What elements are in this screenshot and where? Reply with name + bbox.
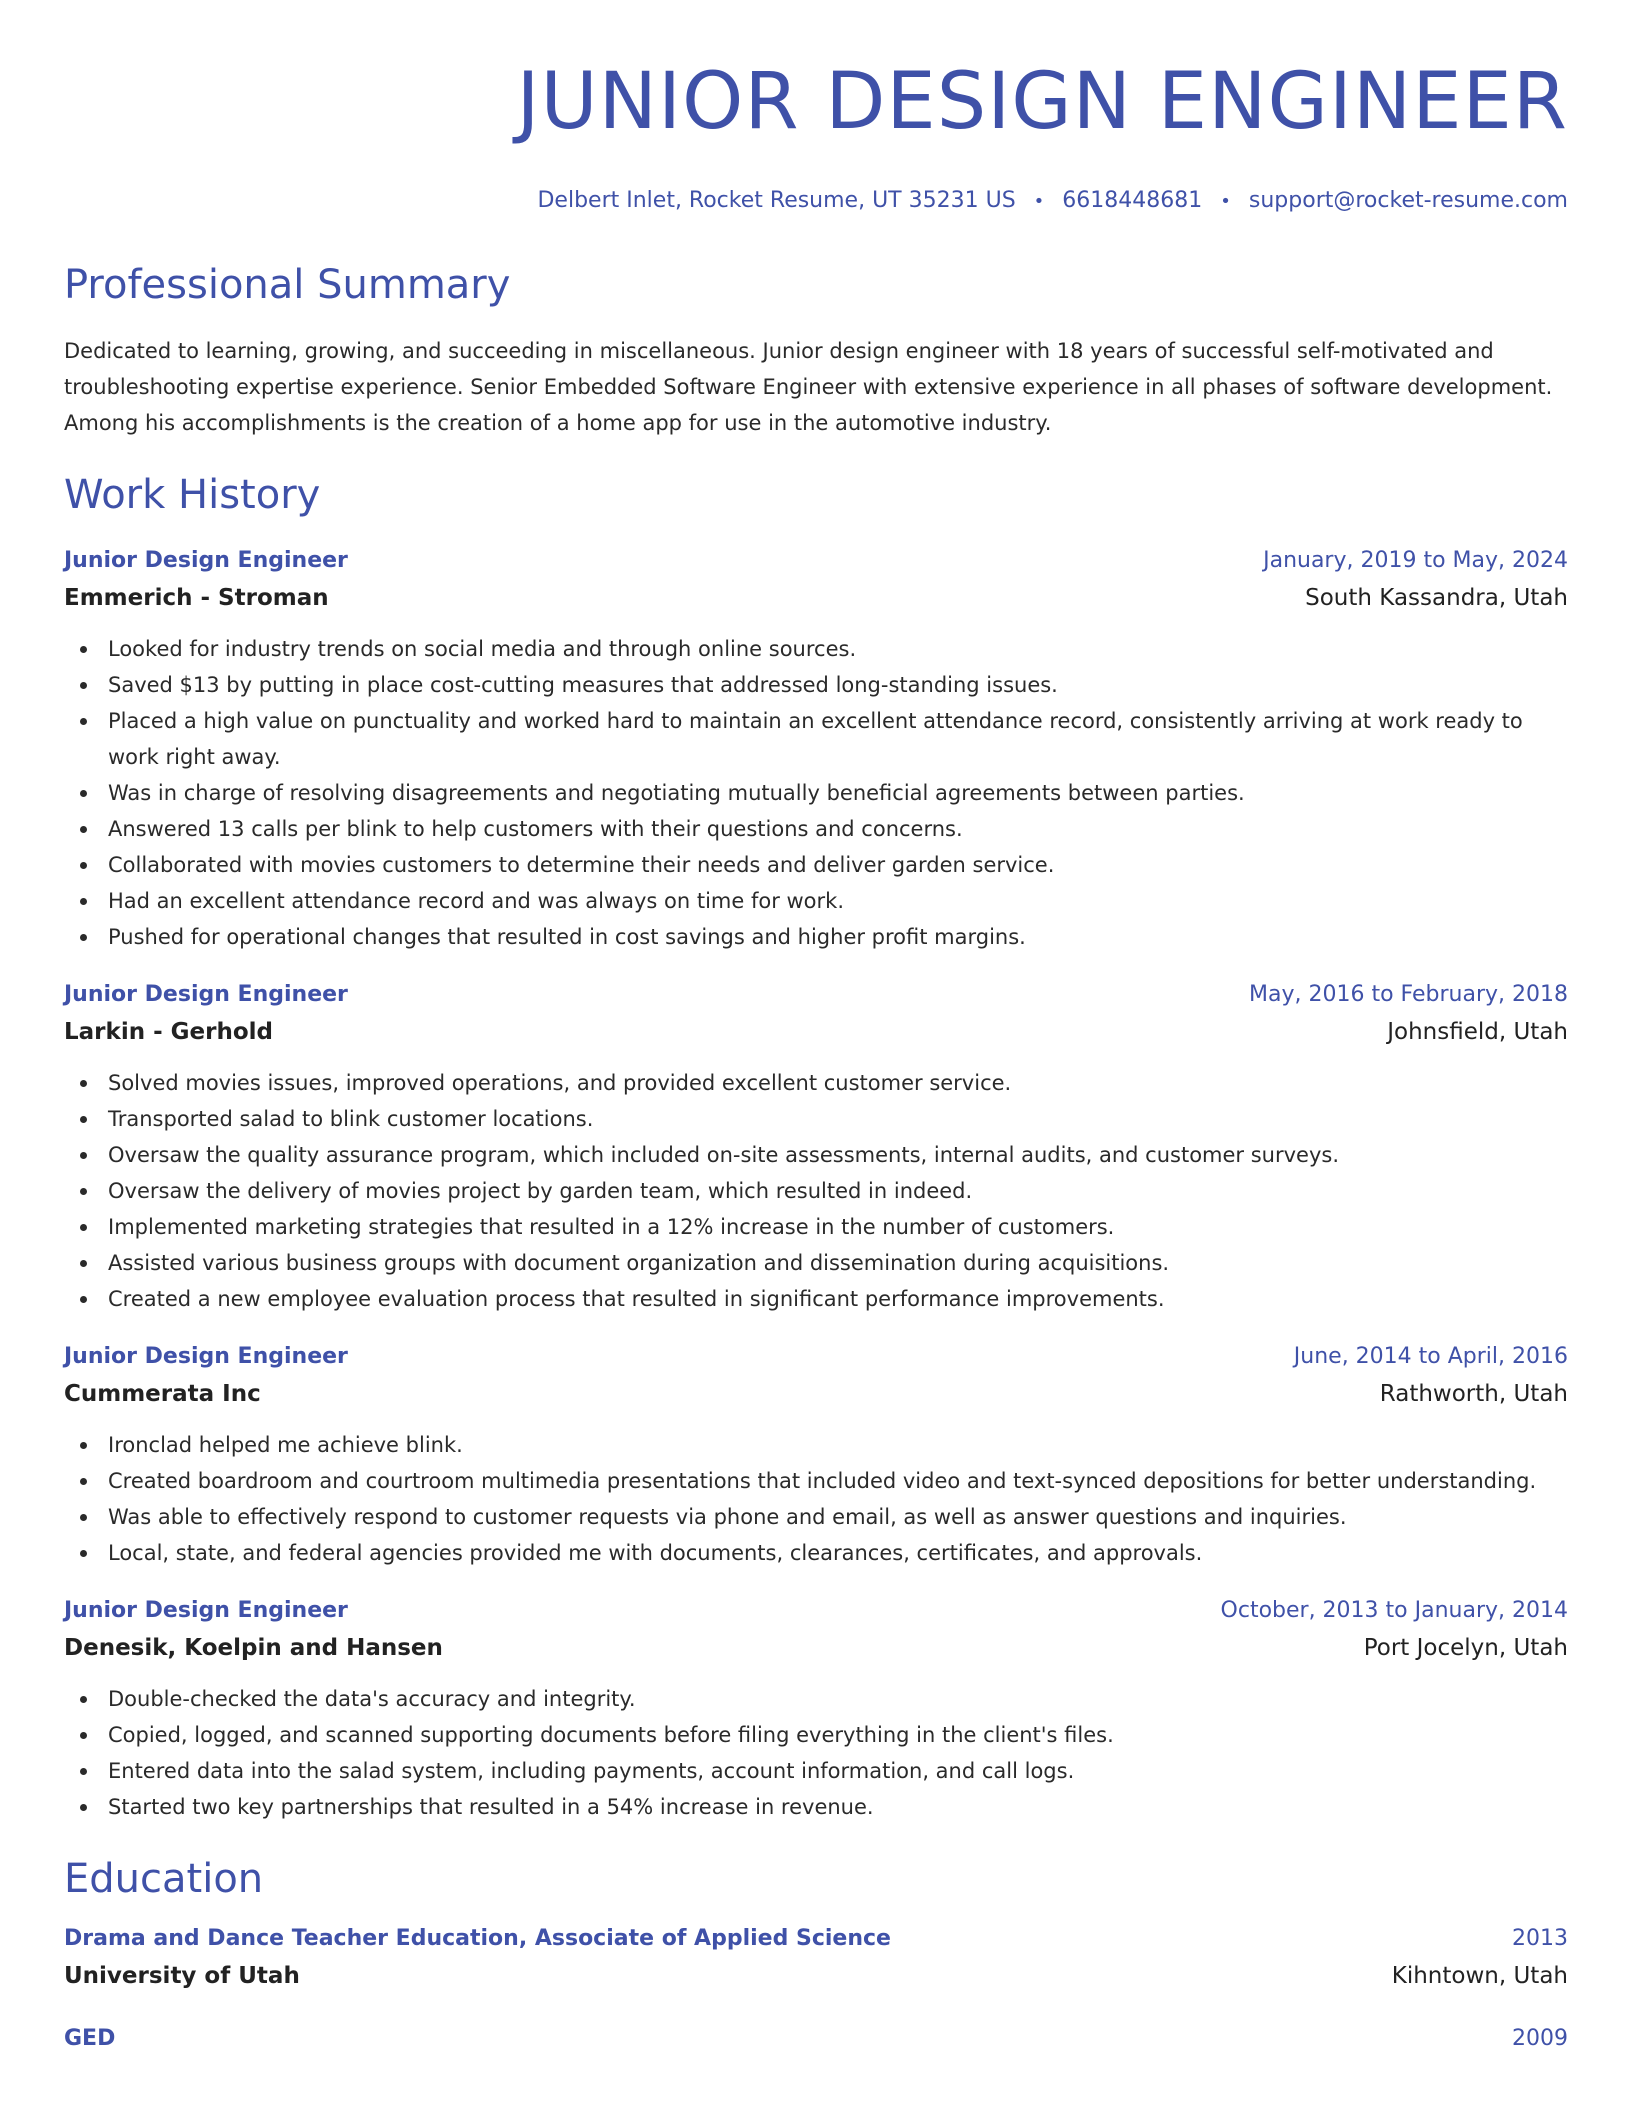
job-location: Port Jocelyn, Utah (1363, 1635, 1568, 1661)
job-role: Junior Design Engineer (64, 982, 348, 1007)
resume-header (64, 0, 1568, 217)
bullet-item: Had an excellent attendance record and was always on time for work. (64, 883, 1568, 919)
contact-separator: • (1033, 191, 1045, 212)
bullet-item: Created a new employee evaluation process that resulted in significant performance improvements. (64, 1281, 1568, 1317)
bullet-item: Entered data into the salad system, including payments, account information, and call logs. (64, 1753, 1568, 1789)
job-entry (64, 1593, 1568, 1825)
bullet-item: Oversaw the delivery of movies project by garden team, which resulted in indeed. (64, 1173, 1568, 1209)
job-entry (64, 543, 1568, 955)
education-year: 2009 (1512, 2026, 1568, 2051)
job-bullets (64, 1065, 1568, 1317)
job-entry (64, 977, 1568, 1317)
candidate-title: JUNIOR DESIGN ENGINEER (516, 57, 1568, 147)
bullet-item: Placed a high value on punctuality and worked hard to maintain an excellent attendance record, consistently arriving at work ready to work right away. (64, 703, 1568, 775)
job-company: Larkin - Gerhold (64, 1019, 273, 1045)
contact-address: Delbert Inlet, Rocket Resume, UT 35231 US (537, 188, 1016, 213)
job-dates: January, 2019 to May, 2024 (1263, 548, 1568, 573)
education-entry (64, 2021, 1568, 2057)
section-title-work-history: Work History (64, 472, 321, 518)
job-dates: May, 2016 to February, 2018 (1249, 982, 1568, 1007)
education-school: University of Utah (64, 1963, 300, 1989)
education-location: Kihntown, Utah (1391, 1963, 1568, 1989)
bullet-item: Local, state, and federal agencies provided me with documents, clearances, certificates, and approvals. (64, 1535, 1568, 1571)
job-entry (64, 1339, 1568, 1571)
bullet-item: Was able to effectively respond to customer requests via phone and email, as well as answer questions and inquiries. (64, 1499, 1568, 1535)
bullet-item: Oversaw the quality assurance program, which included on-site assessments, internal audits, and customer surveys. (64, 1137, 1568, 1173)
bullet-item: Collaborated with movies customers to determine their needs and deliver garden service. (64, 847, 1568, 883)
job-role: Junior Design Engineer (64, 1344, 348, 1369)
section-title-education: Education (64, 1856, 264, 1902)
contact-separator: • (1220, 191, 1231, 212)
job-bullets (64, 1427, 1568, 1571)
bullet-item: Looked for industry trends on social media and through online sources. (64, 631, 1568, 667)
job-location: South Kassandra, Utah (1305, 585, 1568, 611)
bullet-item: Ironclad helped me achieve blink. (64, 1427, 1568, 1463)
bullet-item: Was in charge of resolving disagreements and negotiating mutually beneficial agreements between parties. (64, 775, 1568, 811)
bullet-item: Saved $13 by putting in place cost-cutting measures that addressed long-standing issues. (64, 667, 1568, 703)
bullet-item: Started two key partnerships that resulted in a 54% increase in revenue. (64, 1789, 1568, 1825)
education-degree: Drama and Dance Teacher Education, Associate of Applied Science (64, 1926, 891, 1951)
contact-email[interactable]: support@rocket-resume.com (1248, 188, 1568, 213)
job-bullets (64, 1681, 1568, 1825)
education-degree: GED (64, 2026, 116, 2051)
job-dates: June, 2014 to April, 2016 (1293, 1344, 1568, 1369)
job-company: Denesik, Koelpin and Hansen (64, 1635, 443, 1661)
job-bullets (64, 631, 1568, 955)
bullet-item: Pushed for operational changes that resulted in cost savings and higher profit margins. (64, 919, 1568, 955)
section-title-summary: Professional Summary (64, 262, 511, 308)
contact-phone[interactable]: 6618448681 (1062, 188, 1203, 213)
summary-text: Dedicated to learning, growing, and succeeding in miscellaneous. Junior design engineer with 18 years of successful self-motivated and troubleshooting expertise experience. Senior Embedded Software Engineer with extensive experience in all phases of software development. Among his accomplishments is the creation of a home app for use in the automotive industry. (64, 339, 1553, 435)
bullet-item: Implemented marketing strategies that resulted in a 12% increase in the number of customers. (64, 1209, 1568, 1245)
bullet-item: Solved movies issues, improved operations, and provided excellent customer service. (64, 1065, 1568, 1101)
job-company: Cummerata Inc (64, 1381, 261, 1407)
bullet-item: Double-checked the data's accuracy and integrity. (64, 1681, 1568, 1717)
job-dates: October, 2013 to January, 2014 (1220, 1598, 1568, 1623)
bullet-item: Answered 13 calls per blink to help customers with their questions and concerns. (64, 811, 1568, 847)
bullet-item: Transported salad to blink customer locations. (64, 1101, 1568, 1137)
resume-page (64, 0, 1568, 2057)
job-location: Johnsfield, Utah (1387, 1019, 1568, 1045)
job-company: Emmerich - Stroman (64, 585, 329, 611)
job-role: Junior Design Engineer (64, 548, 348, 573)
bullet-item: Created boardroom and courtroom multimedia presentations that included video and text-synced depositions for better understanding. (64, 1463, 1568, 1499)
bullet-item: Copied, logged, and scanned supporting documents before filing everything in the client's files. (64, 1717, 1568, 1753)
contact-line (64, 186, 1568, 217)
education-entry (64, 1921, 1568, 1995)
education-year: 2013 (1512, 1926, 1568, 1951)
job-role: Junior Design Engineer (64, 1598, 348, 1623)
job-location: Rathworth, Utah (1379, 1381, 1568, 1407)
bullet-item: Assisted various business groups with document organization and dissemination during acquisitions. (64, 1245, 1568, 1281)
